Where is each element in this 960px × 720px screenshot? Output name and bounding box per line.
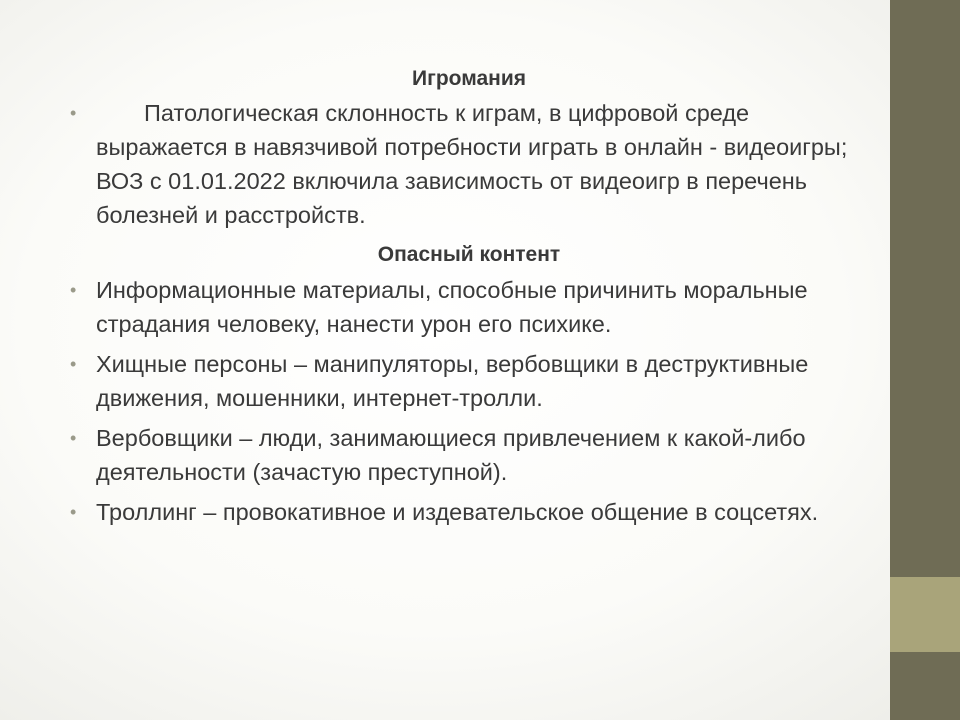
list-item-text: Вербовщики – люди, занимающиеся привлечением к какой-либо деятельности (зачастую преступной). xyxy=(96,425,806,485)
bullet-icon: • xyxy=(70,354,77,374)
dangerous-content-list xyxy=(70,273,850,529)
list-item xyxy=(70,273,850,341)
section-title-dangerous-content: Опасный контент xyxy=(377,243,561,266)
list-item xyxy=(70,421,850,489)
section-title-gaming-addiction: Игромания xyxy=(411,67,526,90)
bullet-icon: • xyxy=(70,428,77,448)
side-band-top xyxy=(890,0,960,577)
list-item-text: Хищные персоны – манипуляторы, вербовщики в деструктивные движения, мошенники, интернет-тролли. xyxy=(96,351,809,411)
list-item-text: Патологическая склонность к играм, в цифровой среде выражается в навязчивой потребности играть в онлайн - видеоигры; ВОЗ с 01.01.2022 включила зависимость от видеоигр в перечень болезней и расстройств. xyxy=(96,100,848,228)
side-band-middle xyxy=(890,577,960,652)
bullet-icon: • xyxy=(70,280,77,300)
list-item xyxy=(70,495,850,529)
bullet-icon: • xyxy=(70,103,77,123)
bullet-icon: • xyxy=(70,502,77,522)
side-band-bottom xyxy=(890,652,960,720)
list-item xyxy=(70,96,850,232)
list-item-text: Информационные материалы, способные причинить моральные страдания человеку, нанести урон его психике. xyxy=(96,277,808,337)
slide-content xyxy=(70,62,850,535)
gaming-addiction-list xyxy=(70,96,850,232)
list-item-text: Троллинг – провокативное и издевательское общение в соцсетях. xyxy=(96,499,819,525)
list-item xyxy=(70,347,850,415)
